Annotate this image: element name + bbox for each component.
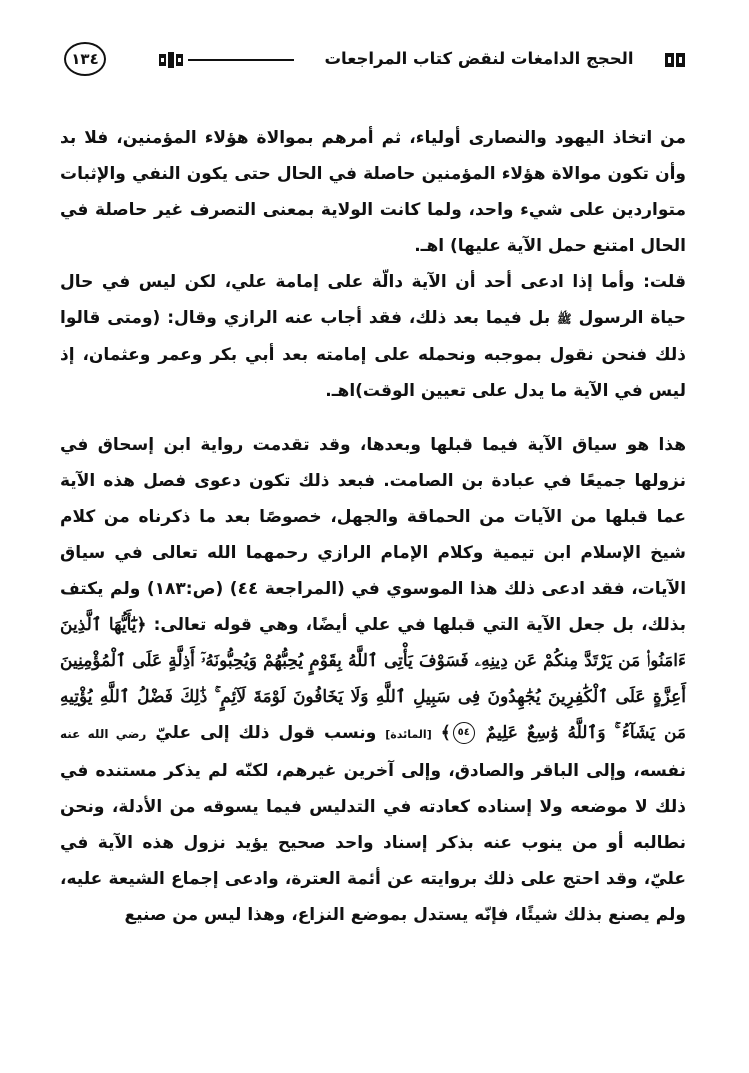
paragraph-text: قلت: وأما إذا ادعى أحد أن الآية دالّة على إمامة علي، لكن ليس في حال حياة الرسول	[60, 272, 686, 328]
paragraph-text: هذا هو سياق الآية فيما قبلها وبعدها، وقد تقدمت رواية ابن إسحاق في نزولها جميعًا في عبادة بن الصامت. فبعد ذلك تكون دعوى فصل هذه الآية عما قبلها من الآيات من الحماقة والجهل، خصوصًا بعد ما ذكرناه من كلام شيخ الإسلام ابن تيمية وكلام الإمام الرازي رحمهما الله تعالى في سياق الآيات، فقد ادعى ذلك هذا الموسوي في (المراجعة ٤٤) (ص:١٨٣) ولم يكتف بذلك، بل جعل الآية التي قبلها في علي أيضًا، وهي قوله تعالى:	[60, 435, 687, 635]
ayah-number-marker: ٥٤	[453, 722, 475, 744]
paragraph-text: نفسه، وإلى الباقر والصادق، وإلى آخرين غيرهم، لكنّه لم يذكر مستنده في ذلك لا موضعه ولا إسناده كعادته في التدليس فيما يسوقه من الأدلة، ونحن نطالبه أو من ينوب عنه بذكر إسناد واحد صحيح يؤيد نزول هذه الآية في عليّ، وقد احتج على ذلك بروايته عن أئمة العترة، وادعى إجماع الشيعة عليه، ولم يصنع بذلك شيئًا، فإنّه يستدل بموضع النزاع، وهذا ليس من صنيع	[60, 761, 686, 925]
page-body	[60, 120, 686, 933]
header-ornament-right	[664, 50, 686, 70]
header-rule	[188, 59, 294, 61]
honorific-symbol: رضي الله عنه	[60, 727, 147, 741]
paragraph-context	[60, 427, 686, 933]
header-ornament-left	[158, 50, 184, 70]
paragraph-qultu	[60, 264, 686, 409]
salawat-symbol: ﷺ	[557, 312, 572, 326]
running-title: الحجج الدامغات لنقض كتاب المراجعات	[324, 49, 634, 68]
quran-verse: يَٰٓأَيُّهَا ٱلَّذِينَ ءَامَنُوا۟ مَن يَرْتَدَّ مِنكُمْ عَن دِينِهِۦ فَسَوْفَ يَأْتِى ٱللَّهُ بِقَوْمٍ يُحِبُّهُمْ وَيُحِبُّونَهُۥٓ أَذِلَّةٍ عَلَى ٱلْمُؤْمِنِينَ أَعِزَّةٍ عَلَى ٱلْكَٰفِرِينَ يُجَٰهِدُونَ فِى سَبِيلِ ٱللَّهِ وَلَا يَخَافُونَ لَوْمَةَ لَآئِمٍ ۚ ذَٰلِكَ فَضْلُ ٱللَّهِ يُؤْتِيهِ مَن يَشَآءُ ۚ وَٱللَّهُ وَٰسِعٌ عَلِيمٌ	[60, 615, 687, 743]
running-header	[58, 40, 686, 80]
verse-open-bracket: ﴿	[136, 615, 147, 635]
surah-reference: [المائدة]	[385, 728, 432, 741]
paragraph-text: بل فيما بعد ذلك، فقد أجاب عنه الرازي وقال: (ومتى قالوا ذلك فنحن نقول بموجبه ونحمله على إمامته بعد أبي بكر وعمر وعثمان، إذ ليس في الآية ما يدل على تعيين الوقت)اهـ.	[60, 308, 686, 401]
paragraph-text: ونسب قول ذلك إلى عليّ	[155, 723, 377, 743]
verse-close-bracket: ﴾	[440, 723, 451, 743]
page-number: ١٣٤	[64, 42, 106, 76]
paragraph-quote-end: من اتخاذ اليهود والنصارى أولياء، ثم أمرهم بموالاة هؤلاء المؤمنين، فلا بد وأن تكون موالاة هؤلاء المؤمنين حاصلة في الحال حتى يكون النفي والإثبات متواردين على شيء واحد، ولما كانت الولاية بمعنى التصرف غير حاصلة في الحال امتنع حمل الآية عليها) اهـ.	[60, 128, 686, 256]
